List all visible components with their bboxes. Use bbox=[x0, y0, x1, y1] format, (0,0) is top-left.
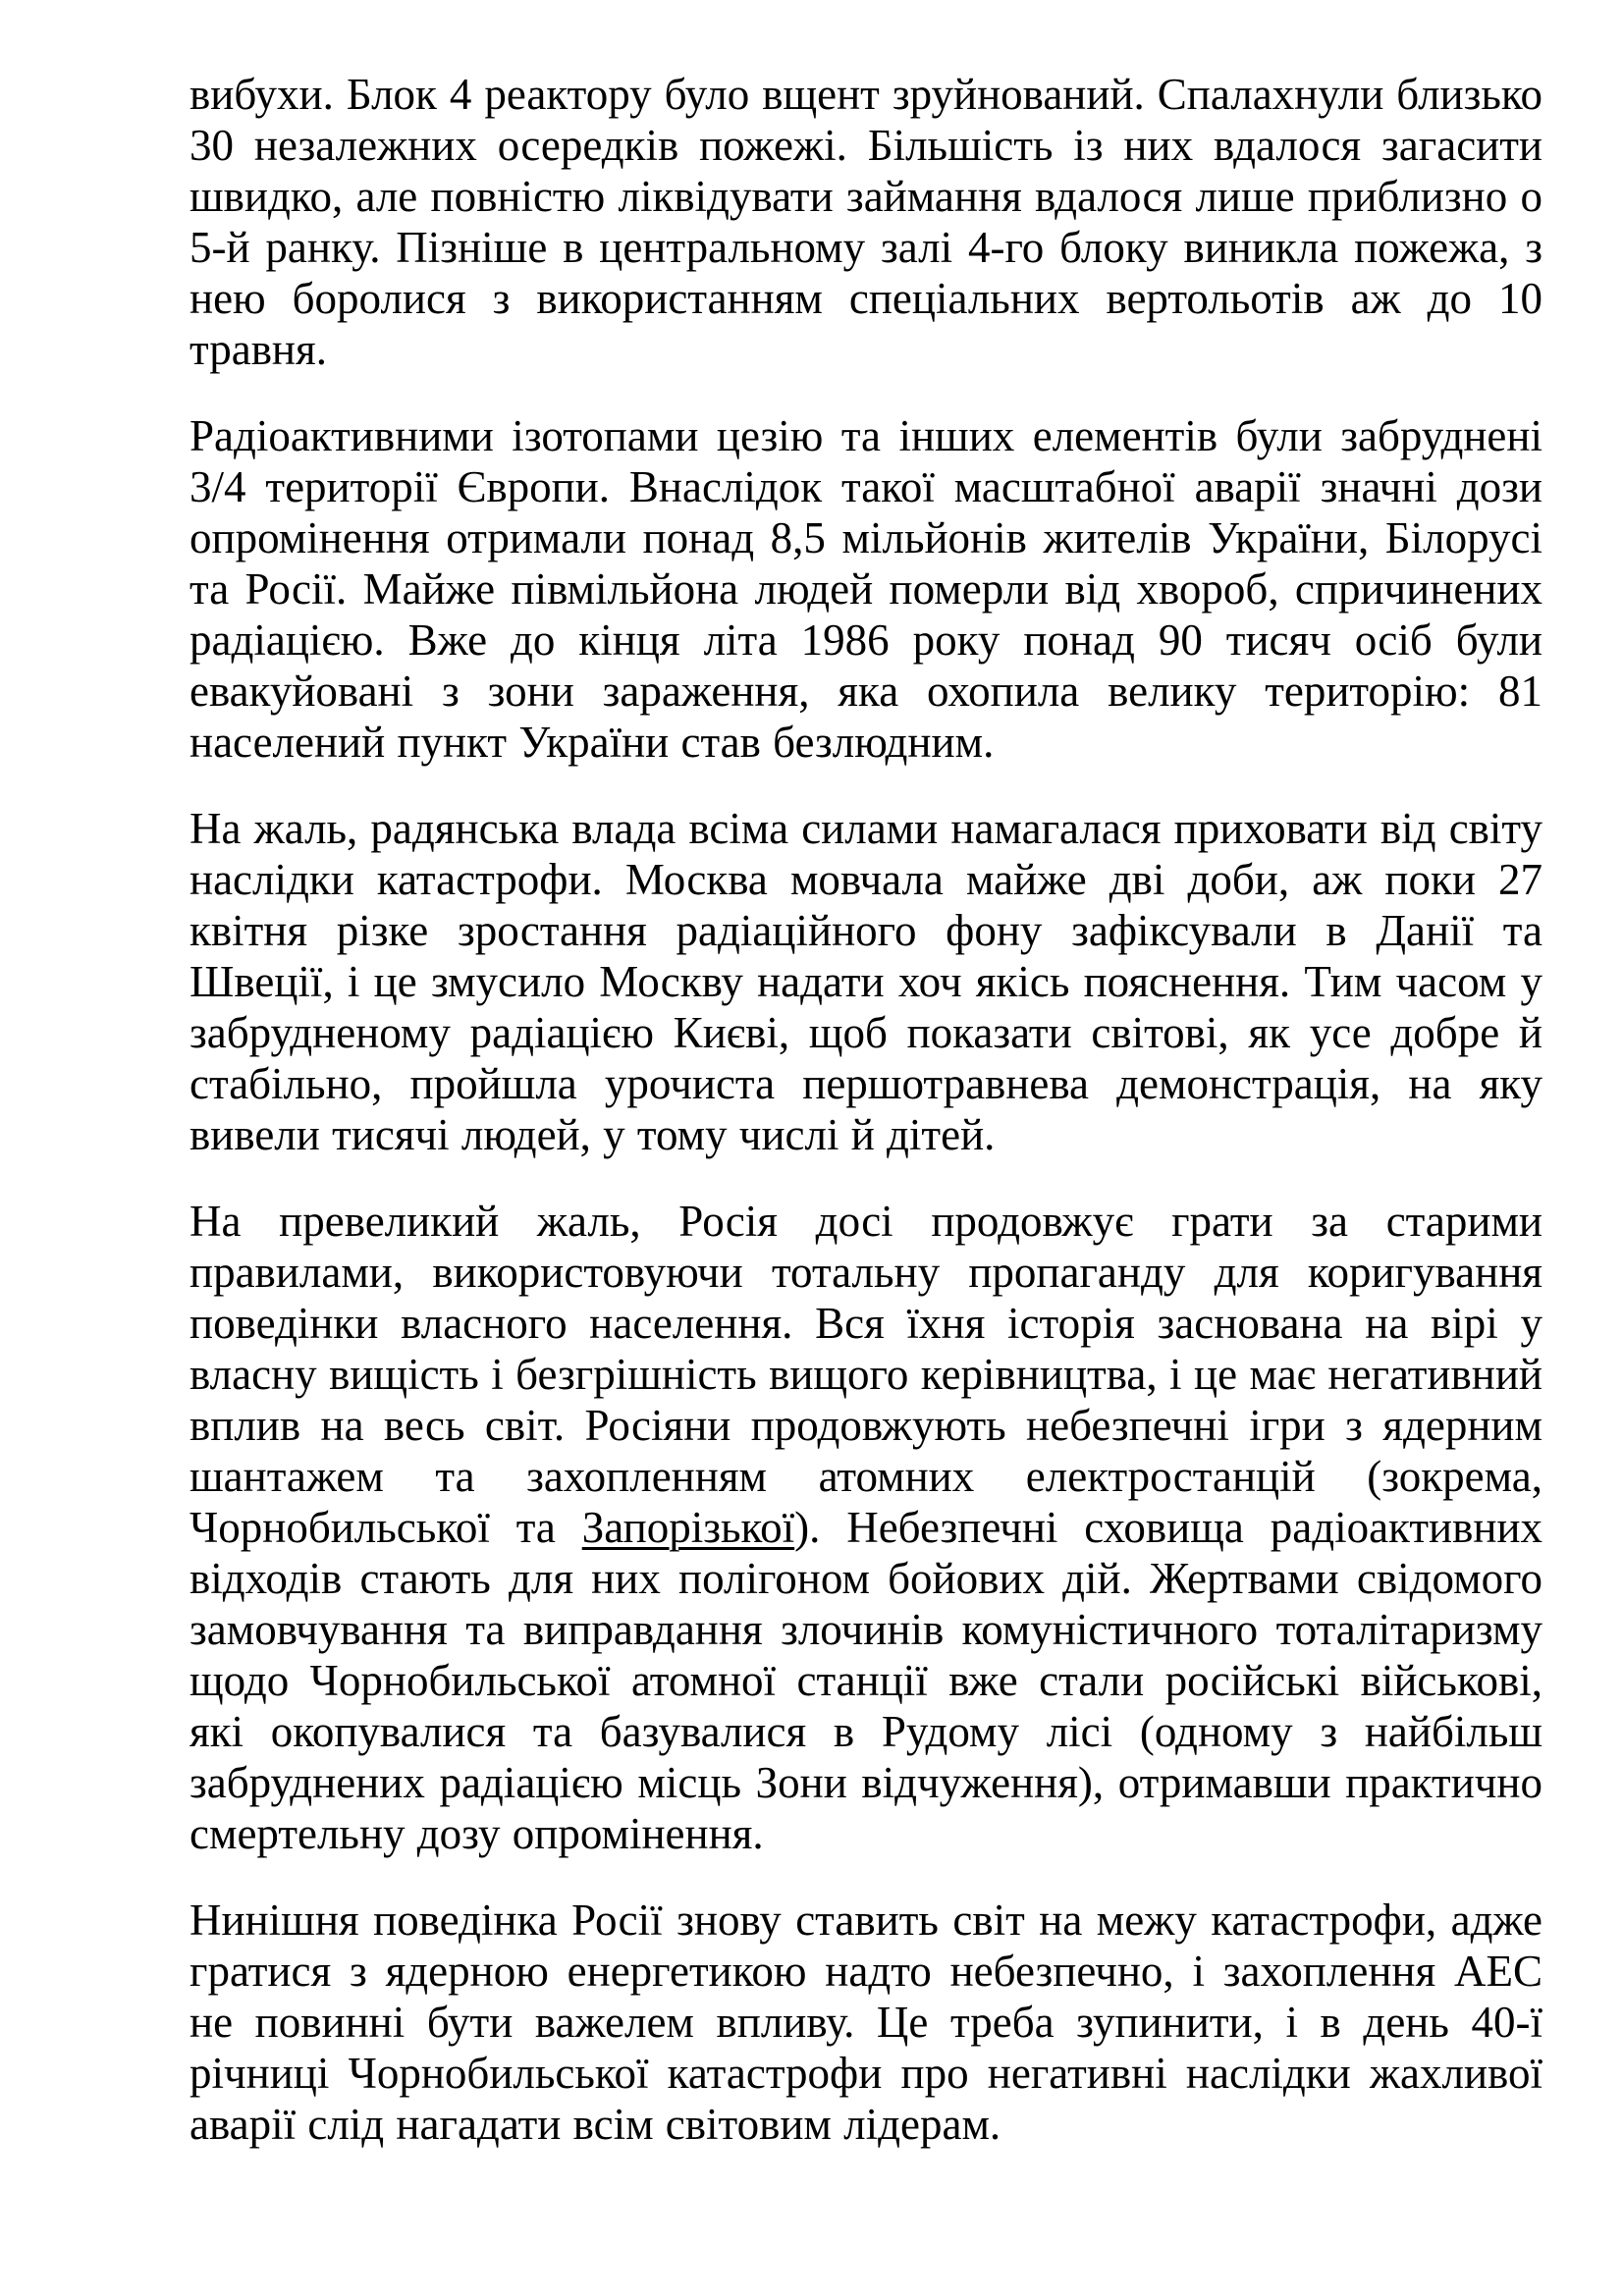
zaporizka-underlined-text: Запорізької bbox=[581, 1503, 795, 1552]
paragraph-2 bbox=[189, 410, 1542, 768]
paragraph-5 bbox=[189, 1895, 1542, 2150]
paragraph-4 bbox=[189, 1196, 1542, 1859]
paragraph-3 bbox=[189, 803, 1542, 1160]
paragraph-1-text: вибухи. Блок 4 реактору було вщент зруйнований. Спалахнули близько 30 незалежних осередків пожежі. Більшість із них вдалося загасити швидко, але повністю ліквідувати займання вдалося лише приблизно о 5-й ранку. Пізніше в центральному залі 4-го блоку виникла пожежа, з нею боролися з використанням спеціальних вертольотів аж до 10 травня. bbox=[189, 70, 1542, 374]
paragraph-4-text-after: ). Небезпечні сховища радіоактивних відходів стають для них полігоном бойових дій. Жертвами свідомого замовчування та виправдання злочинів комуністичного тоталітаризму щодо Чорнобильської атомної станції вже стали російські військові, які окопувалися та базувалися в Рудому лісі (одному з найбільш забруднених радіацією місць Зони відчуження), отримавши практично смертельну дозу опромінення. bbox=[189, 1503, 1542, 1858]
paragraph-4-text-before: На превеликий жаль, Росія досі продовжує грати за старими правилами, використовуючи тотальну пропаганду для коригування поведінки власного населення. Вся їхня історія заснована на вірі у власну вищість і безгрішність вищого керівництва, і це має негативний вплив на весь світ. Росіяни продовжують небезпечні ігри з ядерним шантажем та захопленням атомних електростанцій (зокрема, Чорнобильської та bbox=[189, 1197, 1542, 1552]
paragraph-2-text: Радіоактивними ізотопами цезію та інших елементів були забруднені 3/4 території Європи. Внаслідок такої масштабної аварії значні дози опромінення отримали понад 8,5 мільйонів жителів України, Білорусі та Росії. Майже півмільйона людей померли від хвороб, спричинених радіацією. Вже до кінця літа 1986 року понад 90 тисяч осіб були евакуйовані з зони зараження, яка охопила велику територію: 81 населений пункт України став безлюдним. bbox=[189, 411, 1542, 767]
paragraph-5-text: Нинішня поведінка Росії знову ставить світ на межу катастрофи, адже гратися з ядерною енергетикою надто небезпечно, і захоплення АЕС не повинні бути важелем впливу. Це треба зупинити, і в день 40-ї річниці Чорнобильської катастрофи про негативні наслідки жахливої аварії слід нагадати всім світовим лідерам. bbox=[189, 1896, 1542, 2149]
paragraph-1 bbox=[189, 69, 1542, 375]
paragraph-3-text: На жаль, радянська влада всіма силами намагалася приховати від світу наслідки катастрофи. Москва мовчала майже дві доби, аж поки 27 квітня різке зростання радіаційного фону зафіксували в Данії та Швеції, і це змусило Москву надати хоч якісь пояснення. Тим часом у забрудненому радіацією Києві, щоб показати світові, як усе добре й стабільно, пройшла урочиста першотравнева демонстрація, на яку вивели тисячі людей, у тому числі й дітей. bbox=[189, 804, 1542, 1159]
